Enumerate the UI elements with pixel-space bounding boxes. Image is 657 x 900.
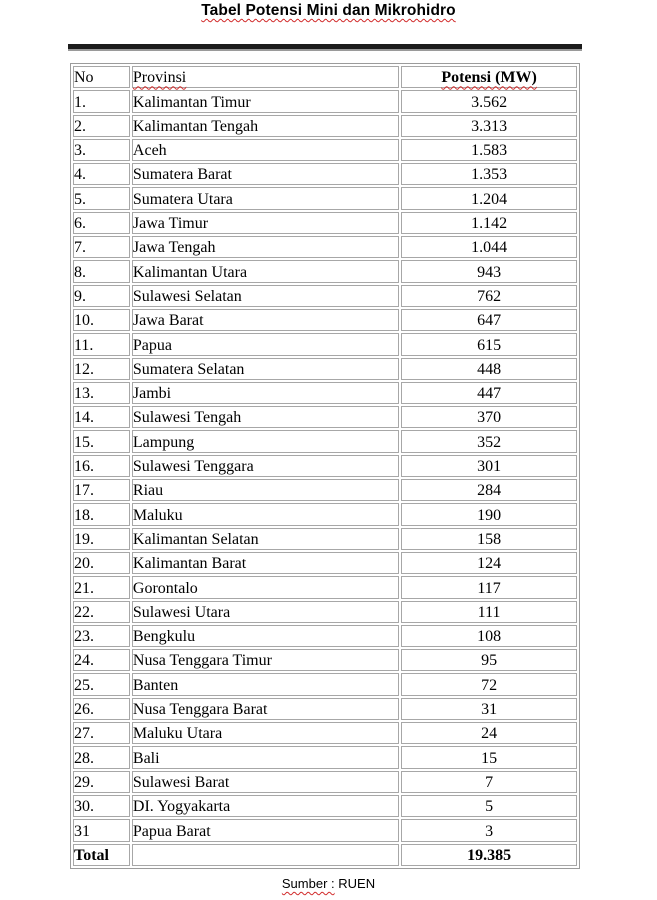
row-number: 31 <box>73 819 130 841</box>
source-note <box>0 876 657 891</box>
province-name: Bengkulu <box>132 625 399 647</box>
potential-value: 301 <box>401 455 577 477</box>
row-number: 3. <box>73 139 130 161</box>
potential-table <box>70 63 580 869</box>
potential-value: 1.044 <box>401 236 577 258</box>
row-number: 24. <box>73 649 130 671</box>
row-number: 26. <box>73 698 130 720</box>
top-rule-shadow <box>68 49 582 51</box>
row-number: 8. <box>73 260 130 282</box>
table-row <box>73 528 577 550</box>
potential-value: 448 <box>401 358 577 380</box>
row-number: 25. <box>73 673 130 695</box>
table-body <box>73 66 577 866</box>
potential-value: 284 <box>401 479 577 501</box>
table-row <box>73 503 577 525</box>
table-row <box>73 601 577 623</box>
table-row <box>73 406 577 428</box>
potential-value: 108 <box>401 625 577 647</box>
province-name: Aceh <box>132 139 399 161</box>
potential-value: 111 <box>401 601 577 623</box>
table-row <box>73 139 577 161</box>
total-value: 19.385 <box>401 844 577 866</box>
row-number: 30. <box>73 795 130 817</box>
province-name: DI. Yogyakarta <box>132 795 399 817</box>
potential-value: 3.562 <box>401 90 577 112</box>
potential-value: 190 <box>401 503 577 525</box>
table-row <box>73 795 577 817</box>
title-text: Tabel Potensi Mini dan Mikrohidro <box>201 2 456 19</box>
table-row <box>73 90 577 112</box>
row-number: 6. <box>73 212 130 234</box>
source-value: RUEN <box>338 876 376 891</box>
potential-value: 117 <box>401 576 577 598</box>
row-number: 18. <box>73 503 130 525</box>
potential-value: 647 <box>401 309 577 331</box>
table-row <box>73 771 577 793</box>
table-row <box>73 236 577 258</box>
total-row <box>73 844 577 866</box>
row-number: 15. <box>73 430 130 452</box>
table-row <box>73 479 577 501</box>
table-row <box>73 212 577 234</box>
province-name: Papua Barat <box>132 819 399 841</box>
table-row <box>73 430 577 452</box>
row-number: 23. <box>73 625 130 647</box>
potential-value: 1.204 <box>401 187 577 209</box>
row-number: 2. <box>73 115 130 137</box>
province-name: Riau <box>132 479 399 501</box>
province-name: Gorontalo <box>132 576 399 598</box>
table-row <box>73 819 577 841</box>
table-row <box>73 163 577 185</box>
province-name: Jawa Timur <box>132 212 399 234</box>
province-name: Sulawesi Utara <box>132 601 399 623</box>
province-name: Sumatera Utara <box>132 187 399 209</box>
province-name: Kalimantan Tengah <box>132 115 399 137</box>
row-number: 12. <box>73 358 130 380</box>
province-name: Maluku Utara <box>132 722 399 744</box>
province-name: Banten <box>132 673 399 695</box>
row-number: 16. <box>73 455 130 477</box>
potential-value: 1.583 <box>401 139 577 161</box>
province-name: Nusa Tenggara Timur <box>132 649 399 671</box>
table-row <box>73 260 577 282</box>
header-province <box>132 66 399 88</box>
province-name: Maluku <box>132 503 399 525</box>
header-potential-text: Potensi (MW) <box>441 69 537 87</box>
row-number: 19. <box>73 528 130 550</box>
row-number: 20. <box>73 552 130 574</box>
row-number: 7. <box>73 236 130 258</box>
table-row <box>73 333 577 355</box>
table-row <box>73 649 577 671</box>
row-number: 14. <box>73 406 130 428</box>
table-row <box>73 358 577 380</box>
table-row <box>73 625 577 647</box>
potential-value: 158 <box>401 528 577 550</box>
potential-value: 95 <box>401 649 577 671</box>
province-name: Sumatera Barat <box>132 163 399 185</box>
potential-value: 943 <box>401 260 577 282</box>
row-number: 17. <box>73 479 130 501</box>
potential-value: 352 <box>401 430 577 452</box>
total-label: Total <box>73 844 130 866</box>
table-row <box>73 309 577 331</box>
table-row <box>73 698 577 720</box>
table-row <box>73 552 577 574</box>
potential-value: 615 <box>401 333 577 355</box>
header-province-text: Provinsi <box>132 69 187 87</box>
potential-value: 31 <box>401 698 577 720</box>
table-row <box>73 382 577 404</box>
province-name: Sulawesi Selatan <box>132 285 399 307</box>
row-number: 27. <box>73 722 130 744</box>
row-number: 13. <box>73 382 130 404</box>
row-number: 1. <box>73 90 130 112</box>
potential-value: 762 <box>401 285 577 307</box>
row-number: 9. <box>73 285 130 307</box>
province-name: Jambi <box>132 382 399 404</box>
province-name: Sumatera Selatan <box>132 358 399 380</box>
potential-value: 3.313 <box>401 115 577 137</box>
row-number: 11. <box>73 333 130 355</box>
province-name: Kalimantan Selatan <box>132 528 399 550</box>
province-name: Nusa Tenggara Barat <box>132 698 399 720</box>
potential-value: 7 <box>401 771 577 793</box>
table-row <box>73 187 577 209</box>
header-no: No <box>73 66 130 88</box>
province-name: Jawa Barat <box>132 309 399 331</box>
potential-value: 1.142 <box>401 212 577 234</box>
row-number: 21. <box>73 576 130 598</box>
table-row <box>73 673 577 695</box>
province-name: Kalimantan Barat <box>132 552 399 574</box>
potential-value: 447 <box>401 382 577 404</box>
row-number: 10. <box>73 309 130 331</box>
potential-value: 370 <box>401 406 577 428</box>
potential-value: 15 <box>401 746 577 768</box>
province-name: Sulawesi Barat <box>132 771 399 793</box>
table-row <box>73 576 577 598</box>
row-number: 29. <box>73 771 130 793</box>
source-label: Sumber : <box>281 876 335 891</box>
province-name: Jawa Tengah <box>132 236 399 258</box>
province-name: Lampung <box>132 430 399 452</box>
potential-value: 3 <box>401 819 577 841</box>
table-row <box>73 746 577 768</box>
document-title <box>0 2 657 20</box>
potential-value: 124 <box>401 552 577 574</box>
total-empty-cell <box>132 844 399 866</box>
province-name: Sulawesi Tengah <box>132 406 399 428</box>
table-row <box>73 115 577 137</box>
table-row <box>73 285 577 307</box>
row-number: 22. <box>73 601 130 623</box>
row-number: 4. <box>73 163 130 185</box>
province-name: Bali <box>132 746 399 768</box>
table-row <box>73 455 577 477</box>
province-name: Sulawesi Tenggara <box>132 455 399 477</box>
row-number: 5. <box>73 187 130 209</box>
province-name: Papua <box>132 333 399 355</box>
row-number: 28. <box>73 746 130 768</box>
potential-value: 72 <box>401 673 577 695</box>
table-header-row <box>73 66 577 88</box>
potential-value: 5 <box>401 795 577 817</box>
header-potential <box>401 66 577 88</box>
potential-value: 1.353 <box>401 163 577 185</box>
table-row <box>73 722 577 744</box>
province-name: Kalimantan Timur <box>132 90 399 112</box>
province-name: Kalimantan Utara <box>132 260 399 282</box>
potential-value: 24 <box>401 722 577 744</box>
